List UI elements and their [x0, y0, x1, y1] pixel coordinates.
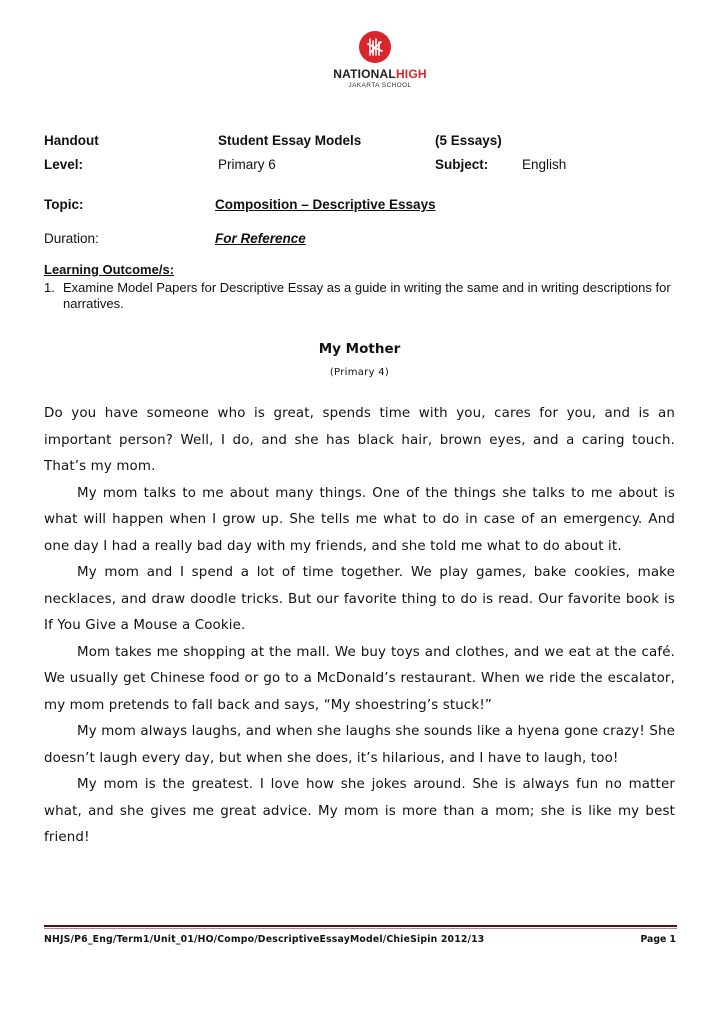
essay-paragraph: My mom and I spend a lot of time together. We play games, bake cookies, make necklaces, and draw doodle tricks. But our favorite thing to do is read. Our favorite book is If You Give a Mouse a Cookie. [44, 565, 675, 633]
essay-paragraph: My mom is the greatest. I love how she jokes around. She is always fun no matter what, and she gives me great advice. My mom is more than a mom; she is like my best friend! [44, 777, 675, 845]
essay-subtitle: (Primary 4) [329, 367, 390, 378]
topic-value: Composition – Descriptive Essays [215, 197, 436, 212]
footer-divider-thin [44, 928, 677, 929]
footer-path: NHJS/P6_Eng/Term1/Unit_01/HO/Compo/DescriptiveEssayModel/ChieSipin 2012/13 [44, 934, 485, 945]
subject-label: Subject: [435, 157, 489, 172]
duration-label: Duration: [44, 231, 99, 246]
duration-value: For Reference [215, 231, 306, 246]
essay-paragraph: My mom talks to me about many things. One of the things she talks to me about is what will happen when I grow up. She tells me what to do in case of an emergency. And one day I had a really bad day with my friends, and she told me what to do about it. [44, 485, 675, 554]
topic-label: Topic: [44, 197, 84, 212]
handout-value: Student Essay Models [218, 133, 362, 148]
learning-outcomes-title: Learning Outcome/s: [44, 262, 175, 277]
footer-divider [44, 925, 677, 927]
level-value: Primary 6 [218, 157, 276, 172]
level-label: Level: [44, 157, 84, 172]
school-name: NATIONALHIGH [333, 67, 427, 81]
school-logo [300, 30, 460, 92]
school-emblem-icon [358, 30, 392, 64]
essay-body [44, 401, 675, 852]
essay-paragraph: My mom always laughs, and when she laughs she sounds like a hyena gone crazy! She doesn’t laugh every day, but when she does, it’s hilarious, and I have to laugh, too! [44, 724, 675, 766]
learning-outcome-number: 1. [44, 280, 55, 295]
handout-count: (5 Essays) [435, 133, 502, 148]
essay-title: My Mother [318, 341, 401, 357]
page-number: Page 1 [640, 934, 676, 945]
subject-value: English [522, 157, 567, 172]
school-subtitle: JAKARTA SCHOOL [348, 82, 412, 89]
essay-paragraph: Do you have someone who is great, spends time with you, cares for you, and is an important person? Well, I do, and she has black hair, brown eyes, and a caring touch. That’s my mom. [44, 406, 675, 474]
essay-paragraph: Mom takes me shopping at the mall. We buy toys and clothes, and we eat at the café. We usually get Chinese food or go to a McDonald’s restaurant. When we ride the escalator, my mom pretends to fall back and says, “My shoestring’s stuck!” [44, 644, 675, 713]
learning-outcome-text: Examine Model Papers for Descriptive Essay as a guide in writing the same and in writing descriptions for narratives. [63, 280, 671, 311]
handout-label: Handout [44, 133, 99, 148]
